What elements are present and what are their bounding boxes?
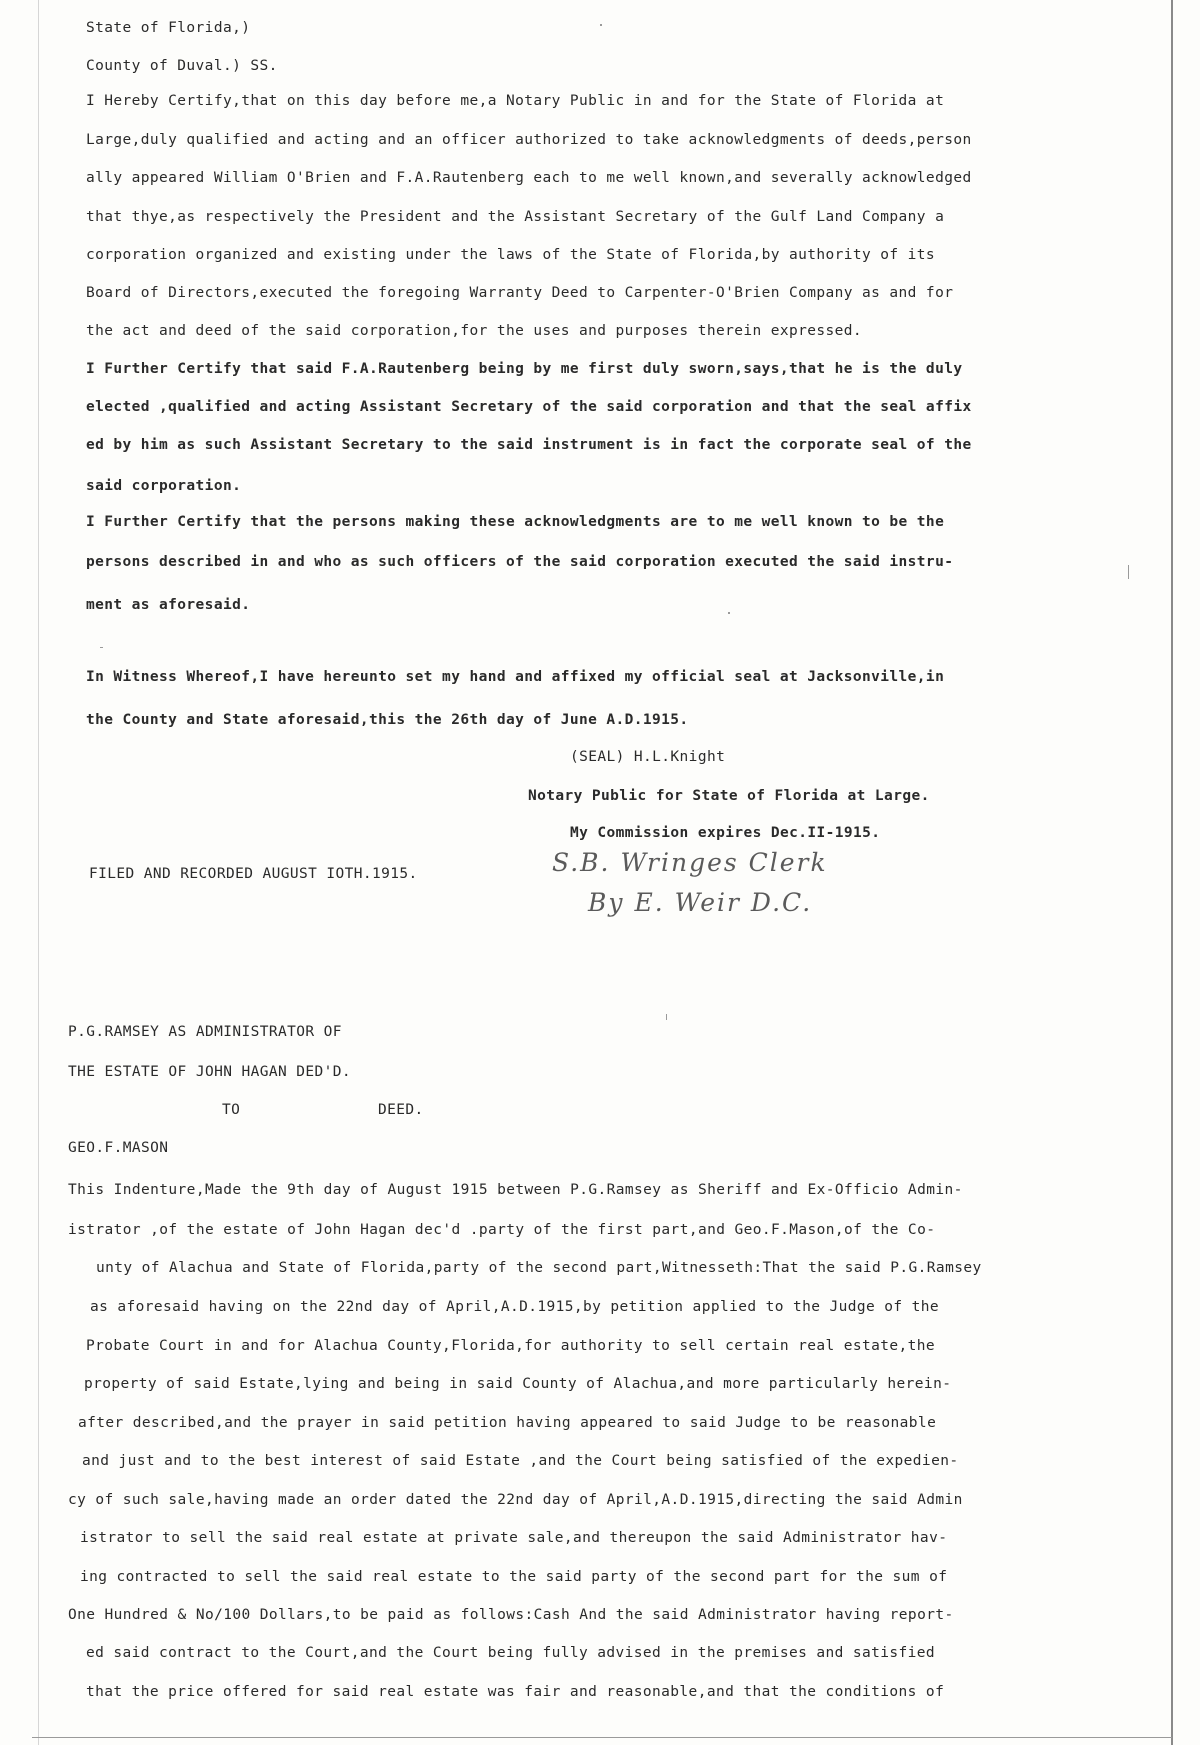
scan-speck <box>100 647 103 648</box>
deed-body-line: as aforesaid having on the 22nd day of April,A.D.1915,by petition applied to the Judge of the <box>90 1299 940 1315</box>
body-line: Large,duly qualified and acting and an officer authorized to take acknowledgments of deeds,person <box>86 132 972 148</box>
notary-title-line: Notary Public for State of Florida at Large. <box>528 788 930 804</box>
deputy-clerk-signature: By E. Weir D.C. <box>588 888 813 917</box>
deed-body-line: Probate Court in and for Alachua County,Florida,for authority to sell certain real estate,the <box>86 1338 936 1354</box>
scan-speck <box>600 24 602 26</box>
deed-body-line: unty of Alachua and State of Florida,party of the second part,Witnesseth:That the said P.G.Ramsey <box>96 1260 982 1276</box>
deed-body-line: istrator ,of the estate of John Hagan dec'd .party of the first part,and Geo.F.Mason,of the Co- <box>68 1222 936 1238</box>
deed-heading-deed: DEED. <box>378 1102 424 1118</box>
seal-signature-line: (SEAL) H.L.Knight <box>570 749 726 765</box>
left-margin-rule <box>38 0 39 1745</box>
bottom-margin-rule <box>32 1737 1172 1738</box>
clerk-signature: S.B. Wringes Clerk <box>552 848 828 877</box>
witness-line: In Witness Whereof,I have hereunto set my hand and affixed my official seal at Jacksonville,in <box>86 669 945 685</box>
body-line: ally appeared William O'Brien and F.A.Rautenberg each to me well known,and severally acknowledged <box>86 170 972 186</box>
body-line: ment as aforesaid. <box>86 597 251 613</box>
scan-speck <box>1128 565 1129 579</box>
deed-heading-to: TO <box>222 1102 241 1118</box>
commission-line: My Commission expires Dec.II-1915. <box>570 825 881 841</box>
deed-heading-estate: THE ESTATE OF JOHN HAGAN DED'D. <box>68 1064 352 1080</box>
body-line: elected ,qualified and acting Assistant Secretary of the said corporation and that the seal affix <box>86 399 972 415</box>
scan-speck <box>728 612 730 614</box>
body-line: I Hereby Certify,that on this day before me,a Notary Public in and for the State of Florida at <box>86 93 945 109</box>
body-line: ed by him as such Assistant Secretary to the said instrument is in fact the corporate seal of the <box>86 437 972 453</box>
body-line: persons described in and who as such officers of the said corporation executed the said instru- <box>86 554 954 570</box>
deed-body-line: cy of such sale,having made an order dated the 22nd day of April,A.D.1915,directing the said Admin <box>68 1492 963 1508</box>
deed-body-line: ed said contract to the Court,and the Court being fully advised in the premises and satisfied <box>86 1645 936 1661</box>
deed-body-line: and just and to the best interest of said Estate ,and the Court being satisfied of the expedien- <box>82 1453 959 1469</box>
deed-body-line: property of said Estate,lying and being in said County of Alachua,and more particularly herein- <box>84 1376 952 1392</box>
body-line: I Further Certify that said F.A.Rautenberg being by me first duly sworn,says,that he is the duly <box>86 361 963 377</box>
body-line: I Further Certify that the persons making these acknowledgments are to me well known to be the <box>86 514 945 530</box>
body-line: Board of Directors,executed the foregoing Warranty Deed to Carpenter-O'Brien Company as and for <box>86 285 954 301</box>
witness-line: the County and State aforesaid,this the 26th day of June A.D.1915. <box>86 712 689 728</box>
venue-state-line: State of Florida,) <box>86 20 251 36</box>
deed-heading-grantee: GEO.F.MASON <box>68 1140 169 1156</box>
venue-county-line: County of Duval.) SS. <box>86 58 278 74</box>
deed-body-line: ing contracted to sell the said real estate to the said party of the second part for the sum of <box>80 1569 948 1585</box>
deed-body-line: One Hundred & No/100 Dollars,to be paid as follows:Cash And the said Administrator having report- <box>68 1607 954 1623</box>
scan-speck <box>666 1014 667 1020</box>
body-line: the act and deed of the said corporation,for the uses and purposes therein expressed. <box>86 323 863 339</box>
deed-body-line: This Indenture,Made the 9th day of August 1915 between P.G.Ramsey as Sheriff and Ex-Officio Admin- <box>68 1182 963 1198</box>
deed-body-line: istrator to sell the said real estate at private sale,and thereupon the said Administrator hav- <box>80 1530 948 1546</box>
right-margin-rule <box>1171 0 1173 1745</box>
deed-body-line: that the price offered for said real estate was fair and reasonable,and that the conditions of <box>86 1684 945 1700</box>
filed-recorded-line: FILED AND RECORDED AUGUST IOTH.1915. <box>89 866 418 882</box>
body-line: corporation organized and existing under the laws of the State of Florida,by authority of its <box>86 247 936 263</box>
body-line: said corporation. <box>86 478 242 494</box>
body-line: that thye,as respectively the President and the Assistant Secretary of the Gulf Land Company a <box>86 209 945 225</box>
deed-body-line: after described,and the prayer in said petition having appeared to said Judge to be reasonable <box>78 1415 937 1431</box>
deed-heading-grantor: P.G.RAMSEY AS ADMINISTRATOR OF <box>68 1024 342 1040</box>
